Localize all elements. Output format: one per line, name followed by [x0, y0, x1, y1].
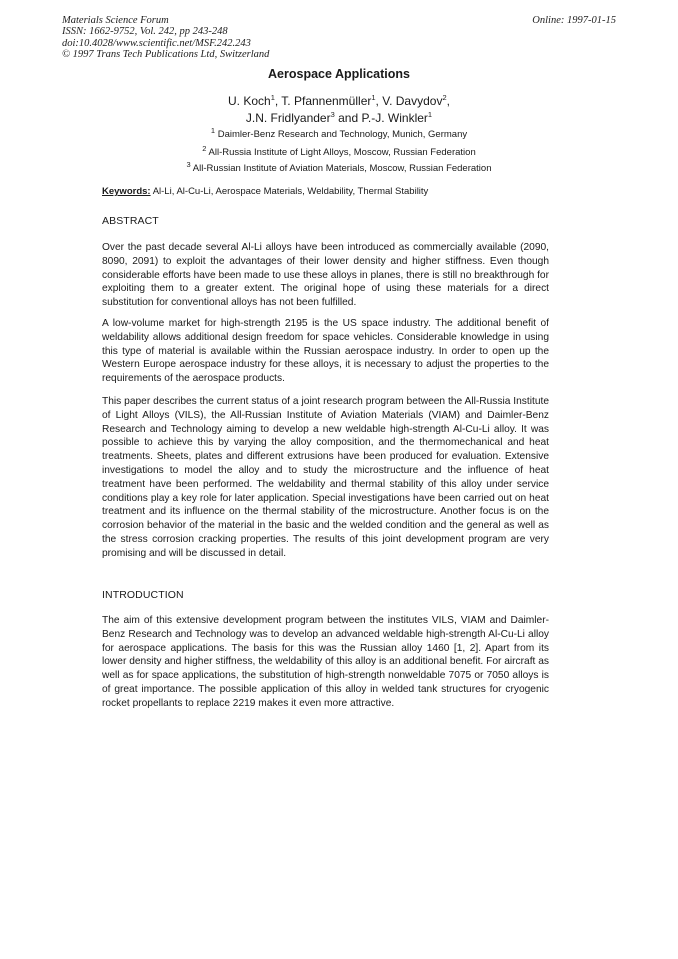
author-list — [0, 93, 678, 127]
keywords-text: Al-Li, Al-Cu-Li, Aerospace Materials, Weldability, Thermal Stability — [150, 186, 429, 197]
affiliation-2 — [0, 143, 678, 159]
author-affil-mark: 3 — [330, 110, 335, 119]
affiliation-text: Daimler-Benz Research and Technology, Munich, Germany — [217, 129, 468, 140]
introduction-heading: INTRODUCTION — [102, 589, 184, 601]
author-name: U. Koch — [228, 94, 271, 108]
author-line-2 — [0, 110, 678, 127]
affiliation-1 — [0, 125, 678, 141]
affiliation-3 — [0, 159, 678, 175]
author-name: , T. Pfannenmüller — [274, 94, 372, 108]
affiliation-text: All-Russian Institute of Aviation Materials, Moscow, Russian Federation — [192, 163, 492, 174]
affiliation-mark: 1 — [210, 125, 216, 135]
paper-title: Aerospace Applications — [268, 67, 410, 81]
author-affil-mark: 1 — [371, 93, 376, 102]
author-name: J.N. Fridlyander — [245, 111, 331, 125]
author-name: , V. Davydov — [375, 94, 443, 108]
online-date: Online: 1997-01-15 — [532, 15, 616, 26]
abstract-paragraph-1: Over the past decade several Al-Li alloys have been introduced as commercially available (2090, 8090, 2091) to exploit the advantages of their lower density and higher stiffness. Even though considerable efforts have been made to use these alloys in planes, there is still no breakthrough for exploiting them to a greater extent. The original hope of using these materials for a direct substitution for conventional alloys has not been fulfilled. — [102, 242, 549, 309]
issn-line: ISSN: 1662-9752, Vol. 242, pp 243-248 — [62, 26, 228, 38]
journal-name: Materials Science Forum — [62, 15, 169, 26]
copyright-line: © 1997 Trans Tech Publications Ltd, Switzerland — [62, 49, 270, 61]
doi-line: doi:10.4028/www.scientific.net/MSF.242.243 — [62, 37, 251, 49]
author-affil-mark: 2 — [442, 93, 447, 102]
publication-meta — [62, 15, 269, 61]
affiliation-text: All-Russia Institute of Light Alloys, Moscow, Russian Federation — [208, 147, 476, 158]
author-separator: , — [446, 94, 450, 108]
affiliation-mark: 3 — [186, 159, 191, 169]
affiliation-mark: 2 — [202, 143, 207, 153]
keywords-line — [102, 186, 428, 198]
author-line-1 — [0, 93, 678, 110]
keywords-label: Keywords: — [102, 186, 151, 197]
abstract-paragraph-2: A low-volume market for high-strength 2195 is the US space industry. The additional benefit of weldability allows additional design freedom for space vehicles. Considerable knowledge in using this type of material is available within the Russian aerospace industry. In order to open up the Western Europe aerospace industry for these alloys, it is necessary to adjust the properties to the requirements of the aerospace products. — [102, 318, 549, 385]
author-name: and P.-J. Winkler — [334, 111, 428, 125]
author-affil-mark: 1 — [427, 110, 433, 119]
author-affil-mark: 1 — [270, 93, 275, 102]
introduction-paragraph-1: The aim of this extensive development program between the institutes VILS, VIAM and Daimler-Benz Research and Technology was to develop an advanced weldable high-strength Al-Cu-Li alloy for aerospace applications. The basis for this was the Russian alloy 1460 [1, 2]. Apart from its lower density and higher stiffness, the weldability of this alloy is an additional benefit. For aircraft as well as for space applications, the substitution of high-strength nonweldable 7075 or 7050 alloys is of great importance. The possible application of this alloy in welded tank structures for cryogenic rocket propellants to replace 2219 makes it even more attractive. — [102, 615, 549, 709]
abstract-heading: ABSTRACT — [102, 215, 159, 227]
abstract-paragraph-3: This paper describes the current status of a joint research program between the All-Russia Institute of Light Alloys (VILS), the All-Russian Institute of Aviation Materials (VIAM) and Daimler-Benz Research and Technology aiming to develop a new weldable high-strength Al-Cu-Li alloy. It was possible to achieve this by varying the alloy composition, and the thermomechanical and heat treatments. Sheets, plates and different extrusions have been produced for evaluation. Extensive investigations to model the alloy and to study the microstructure and the influence of heat treatment have been performed. The weldability and thermal stability of this alloy under service conditions play a key role for later application. Special investigations have been carried out on heat treatment and its influence on the thermal stability of the microstructure. Another focus is on the corrosion behavior of the material in the basic and the welded condition and the general as well as the stress corrosion cracking properties. The results of this joint development program are very promising and will be discussed in detail. — [102, 396, 549, 559]
